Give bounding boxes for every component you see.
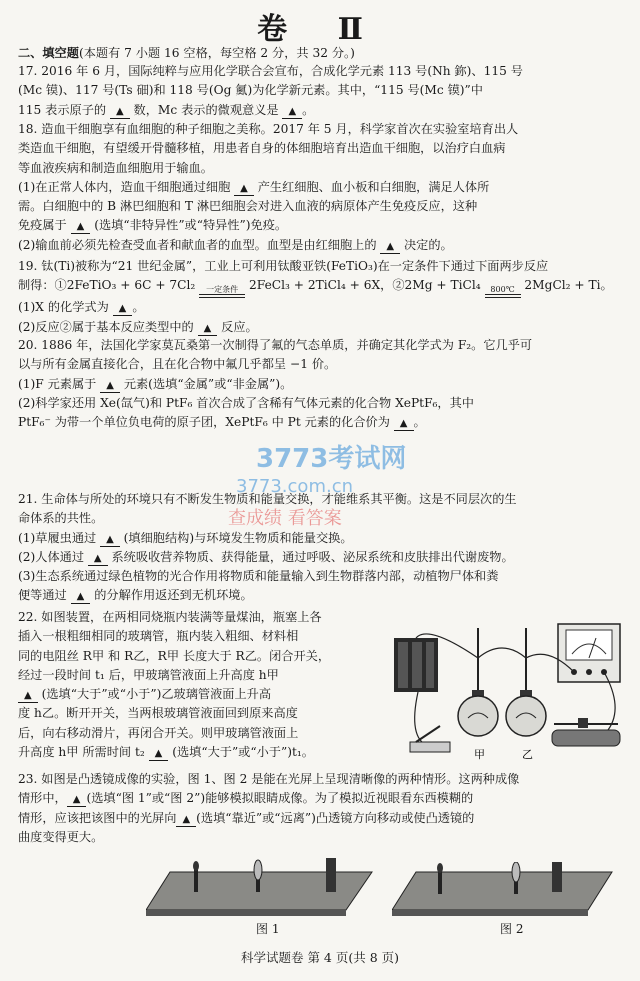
q17-line2: (Mc 镆)、117 号(Ts 鿬)和 118 号(Og 鿫)为化学新元素。其中，“115 号(Mc 镆)”中 xyxy=(18,83,483,98)
battery-icon xyxy=(394,638,438,692)
answer-blank[interactable]: ▲ xyxy=(67,794,87,807)
q20-line4: (2)科学家还用 Xe(氙气)和 PtF₆ 首次合成了含稀有气体元素的化合物 XePtF₆，其中 xyxy=(18,395,474,410)
q23-line4: 曲度变得更大。 xyxy=(18,829,104,844)
rheostat-icon xyxy=(552,718,620,746)
q23-line3: 情形，应该把该图中的光屏向 ▲ (选填“靠近”或“远离”)凸透镜方向移动或使凸透镜的 xyxy=(18,810,475,825)
answer-blank[interactable]: ▲ xyxy=(88,553,108,566)
q18-line2: 类造血干细胞，有望缓开骨髓移植，用患者自身的体细胞培育出造血干细胞，以治疗白血病 xyxy=(18,141,506,156)
answer-blank[interactable]: ▲ xyxy=(113,303,133,316)
reaction-condition-2: 800℃ xyxy=(490,285,515,295)
q22-line1: 22. 如图装置，在两相同烧瓶内装满等量煤油，瓶塞上各 xyxy=(18,610,322,624)
q21-line4: (2)人体通过 ▲ 系统吸收营养物质、获得能量，通过呼吸、泌尿系统和皮肤排出代谢废物。 xyxy=(18,549,514,564)
watermark-slogan: 查成绩 看答案 xyxy=(228,508,342,529)
question-18 xyxy=(18,120,628,255)
answer-blank[interactable]: ▲ xyxy=(71,591,91,604)
answer-blank[interactable]: ▲ xyxy=(176,814,196,827)
section-note: (本题有 7 小题 16 空格，每空格 2 分，共 32 分。) xyxy=(78,46,355,60)
section-label: 二、填空题 xyxy=(18,46,79,60)
q21-line3: (1)草履虫通过 ▲ (填细胞结构)与环境发生物质和能量交换。 xyxy=(18,530,353,545)
q20-line1: 20. 1886 年，法国化学家莫瓦桑第一次制得了氟的气态单质，并确定其化学式为 F₂。它几乎可 xyxy=(18,338,533,352)
q18-line1: 18. 造血干细胞享有血细胞的种子细胞之美称。2017 年 5 月，科学家首次在实验室培育出人 xyxy=(18,122,519,136)
q21-line2: 命体系的共性。 xyxy=(18,511,104,526)
question-20 xyxy=(18,336,628,432)
answer-blank[interactable]: ▲ xyxy=(149,748,169,761)
answer-blank[interactable]: ▲ xyxy=(394,418,414,431)
q22-line5: ▲ (选填“大于”或“小于”)乙玻璃管液面上升高 xyxy=(18,685,384,704)
question-19 xyxy=(18,257,628,337)
watermark-url: 3773.com.cn xyxy=(236,476,353,497)
reaction-condition-1: 一定条件 xyxy=(206,285,239,295)
answer-blank[interactable]: ▲ xyxy=(100,534,120,547)
lens-figure-1 xyxy=(146,858,386,916)
answer-blank[interactable]: ▲ xyxy=(282,106,302,119)
q21-line1: 21. 生命体与所处的环境只有不断发生物质和能量交换，才能维系其平衡。这是不同层次的生 xyxy=(18,492,517,506)
label-yi: 乙 xyxy=(522,748,533,761)
q21-line5: (3)生态系统通过绿色植物的光合作用将物质和能量输入到生物群落内部，动植物尸体和粪 xyxy=(18,569,499,584)
watermark-site: 3773考试网 xyxy=(256,444,407,474)
lens-figure-2 xyxy=(392,862,624,918)
figure-1-caption: 图 1 xyxy=(256,922,280,936)
answer-blank[interactable]: ▲ xyxy=(18,690,38,703)
question-17 xyxy=(18,62,628,120)
q18-line3: 等血液疾病和制造血细胞用于输血。 xyxy=(18,160,213,175)
figure-2-caption: 图 2 xyxy=(500,922,524,936)
flask-yi-icon xyxy=(506,628,546,736)
page-footer: 科学试题卷 第 4 页(共 8 页) xyxy=(240,950,400,965)
answer-blank[interactable]: ▲ xyxy=(71,221,91,234)
q19-line4: (2)反应②属于基本反应类型中的 ▲ 反应。 xyxy=(18,319,258,334)
q23-line2: 情形中， ▲ (选填“图 1”或“图 2”)能够模拟眼睛成像。为了模拟近视眼看东西模糊的 xyxy=(18,791,474,806)
q20-line3: (1)F 元素属于 ▲ 元素(选填“金属”或“非金属”)。 xyxy=(18,376,293,391)
q18-line5: 需。白细胞中的 B 淋巴细胞和 T 淋巴细胞会对进入血液的病原体产生免疫反应，这种 xyxy=(18,199,478,214)
q22-line6: 度 h乙。断开开关，当两根玻璃管液面回到原来高度 xyxy=(18,706,298,721)
q23-line1: 23. 如图是凸透镜成像的实验，图 1、图 2 是能在光屏上呈现清晰像的两种情形。这两种成像 xyxy=(18,772,520,786)
section-heading xyxy=(18,44,355,61)
flask-jia-icon xyxy=(458,628,498,736)
paper-title: 卷 Ⅱ xyxy=(257,12,383,47)
q18-line6: 免疫属于 ▲ (选填“非特异性”或“特异性”)免疫。 xyxy=(18,218,288,233)
answer-blank[interactable]: ▲ xyxy=(100,380,120,393)
q17-line3: 115 表示原子的 ▲ 数，Mc 表示的微观意义是 ▲ 。 xyxy=(18,102,315,117)
q22-line3: 同的电阻丝 R甲 和 R乙，R甲 长度大于 R乙。闭合开关， xyxy=(18,648,331,663)
question-23 xyxy=(18,770,628,847)
answer-blank[interactable]: ▲ xyxy=(198,323,218,336)
q22-line4: 经过一段时间 t₁ 后，甲玻璃管液面上升高度 h甲 xyxy=(18,667,279,682)
q18-line7: (2)输血前必须先检查受血者和献血者的血型。血型是由红细胞上的 ▲ 决定的。 xyxy=(18,237,453,252)
answer-blank[interactable]: ▲ xyxy=(110,106,130,119)
label-jia: 甲 xyxy=(474,748,485,761)
question-22 xyxy=(18,608,384,762)
q17-line1: 17. 2016 年 6 月，国际纯粹与应用化学联合会宣布，合成化学元素 113 号(Nh 鉨)、115 号 xyxy=(18,64,523,78)
q21-line6: 便等通过 ▲ 的分解作用返还到无机环境。 xyxy=(18,588,253,603)
q22-line2: 插入一根粗细相同的玻璃管，瓶内装入粗细、材料相 xyxy=(18,629,299,644)
q18-line4: (1)在正常人体内，造血干细胞通过细胞 ▲ 产生红细胞、血小板和白细胞，满足人体所 xyxy=(18,179,490,194)
circuit-figure xyxy=(388,618,628,768)
q20-line5: PtF₆⁻ 为带一个单位负电荷的原子团，XePtF₆ 中 Pt 元素的化合价为 ▲ 。 xyxy=(18,415,426,430)
q22-line8: 升高度 h甲 所需时间 t₂ ▲ (选填“大于”或“小于”)t₁。 xyxy=(18,745,314,760)
q20-line2: 以与所有金属直接化合，且在化合物中氟几乎都呈 −1 价。 xyxy=(18,357,337,372)
answer-blank[interactable]: ▲ xyxy=(380,241,400,254)
q22-line7: 后，向右移动滑片，再闭合开关。则甲玻璃管液面上 xyxy=(18,725,299,740)
q19-line3: (1)X 的化学式为 ▲ 。 xyxy=(18,300,145,315)
q19-line2: 制得：①2FeTiO₃ + 6C + 7Cl₂ 一定条件 2FeCl₃ + 2TiCl₄ + 6X，②2Mg + TiCl₄ 800℃ 2MgCl₂ + Ti。 xyxy=(18,276,628,298)
ammeter-icon xyxy=(558,624,620,682)
q19-line1: 19. 钛(Ti)被称为“21 世纪金属”，工业上可利用钛酸亚铁(FeTiO₃)在一定条件下通过下面两步反应 xyxy=(18,259,549,273)
answer-blank[interactable]: ▲ xyxy=(234,183,254,196)
